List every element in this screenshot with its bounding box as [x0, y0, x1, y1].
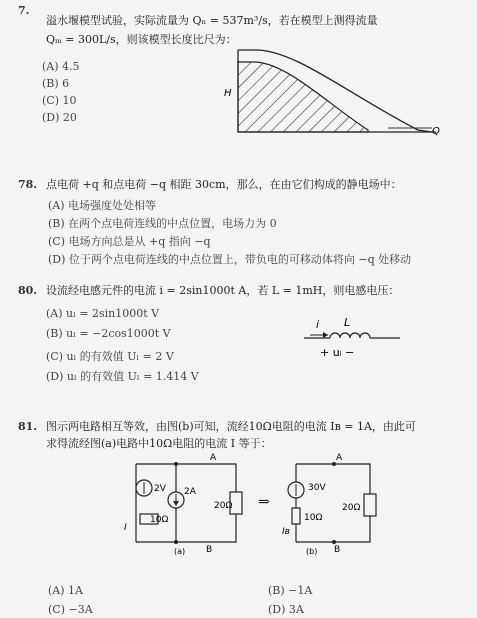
- option-c: (C) 电场方向总是从 +q 指向 −q: [48, 235, 211, 248]
- question-number: 80.: [18, 284, 38, 297]
- question-number: 81.: [18, 420, 38, 433]
- option-b: (B) uₗ = −2cos1000t V: [46, 327, 171, 340]
- question-number: 78.: [18, 178, 38, 191]
- label-u: + uₗ −: [320, 346, 355, 359]
- label-q: Q: [432, 126, 440, 137]
- question-stem: 设流经电感元件的电流 i = 2sin1000t A，若 L = 1mH，则电感电压：: [46, 284, 400, 297]
- label-30v: 30V: [308, 483, 326, 493]
- option-a: (A) 4.5: [42, 60, 80, 73]
- label-20-ohm: 20Ω: [214, 501, 233, 511]
- question-stem: 点电荷 +q 和点电荷 −q 相距 30cm，那么，在由它们构成的静电场中：: [46, 178, 402, 191]
- caption-a: (a): [174, 547, 186, 556]
- label-ib: Iʙ: [282, 527, 290, 537]
- option-c: (C) −3A: [48, 603, 93, 616]
- label-l: L: [344, 316, 351, 329]
- node-b: B: [206, 545, 213, 555]
- node-a: A: [210, 453, 217, 463]
- question-stem-line1: 图示两电路相互等效，由图(b)可知，流经10Ω电阻的电流 Iʙ = 1A，由此可: [46, 420, 416, 433]
- option-a: (A) 电场强度处处相等: [48, 199, 157, 212]
- label-h: H: [224, 88, 232, 99]
- option-b: (B) 在两个点电荷连线的中点位置，电场力为 0: [48, 217, 277, 230]
- option-b: (B) 6: [42, 77, 70, 90]
- question-stem-line1: 溢水堰模型试验，实际流量为 Qₙ = 537m³/s，若在模型上测得流量: [46, 14, 378, 27]
- weir-body: [238, 62, 368, 132]
- question-stem-line2: Qₘ = 300L/s，则该模型长度比尺为：: [46, 33, 237, 46]
- resistor-10: [292, 508, 300, 524]
- option-d: (D) 位于两个点电荷连线的中点位置上，带负电的可移动体将向 −q 处移动: [48, 253, 412, 266]
- label-2v: 2V: [154, 484, 166, 494]
- option-b: (B) −1A: [268, 584, 313, 597]
- option-a: (A) 1A: [48, 584, 83, 597]
- caption-b: (b): [306, 547, 318, 556]
- option-d: (D) uₗ 的有效值 Uₗ = 1.414 V: [46, 370, 199, 383]
- label-i: i: [316, 318, 320, 331]
- label-i: I: [124, 523, 127, 533]
- equivalence-arrow: ⇒: [258, 494, 270, 510]
- label-10-ohm: 10Ω: [150, 515, 169, 525]
- label-2a: 2A: [184, 487, 196, 497]
- circuit-b: [284, 450, 384, 556]
- option-c: (C) 10: [42, 94, 77, 107]
- label-20-ohm: 20Ω: [342, 503, 361, 513]
- coil: [330, 333, 370, 338]
- question-number: 7.: [18, 4, 30, 17]
- resistor-20: [364, 494, 376, 516]
- node-b: B: [334, 545, 341, 555]
- option-c: (C) uₗ 的有效值 Uₗ = 2 V: [46, 350, 174, 363]
- option-d: (D) 3A: [268, 603, 304, 616]
- option-a: (A) uₗ = 2sin1000t V: [46, 307, 160, 320]
- label-10-ohm: 10Ω: [304, 513, 323, 523]
- question-stem-line2: 求得流经图(a)电路中10Ω电阻的电流 I 等于：: [46, 437, 272, 450]
- node-a: A: [336, 453, 343, 463]
- inductor-figure: [300, 314, 410, 360]
- circuit-a: [118, 450, 246, 556]
- weir-figure: [218, 44, 450, 148]
- option-d: (D) 20: [42, 111, 77, 124]
